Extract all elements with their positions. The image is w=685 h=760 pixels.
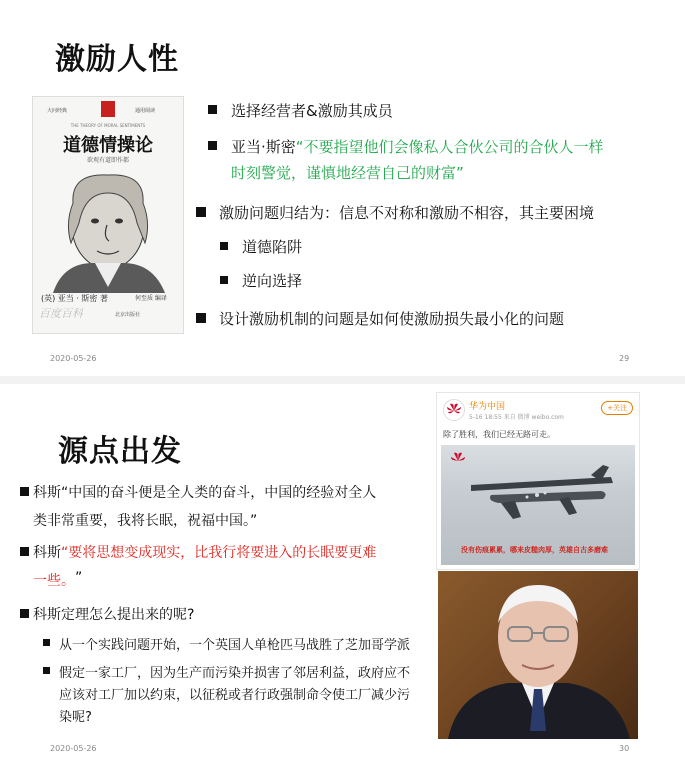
huawei-watermark-icon [449, 451, 467, 465]
bullet-item: 亚当·斯密“不要指望他们会像私人合伙公司的合伙人一样 [208, 136, 604, 157]
book-red-tag [101, 101, 115, 117]
slide-29 [0, 0, 685, 376]
smith-quote-line2: 时刻警觉，谨慎地经营自己的财富” [231, 164, 464, 182]
factory-question-line2: 应该对工厂加以约束，以征税或者行政强制命令使工厂减少污 [59, 688, 411, 703]
sub-bullet-item: 假定一家工厂，因为生产而污染并损害了邻居利益，政府应不 [43, 662, 410, 681]
slide-number: 29 [619, 354, 630, 363]
slide-title: 激励人性 [55, 42, 179, 77]
bullet-item: 科斯“中国的奋斗便是全人类的奋斗，中国的经验对全人 [20, 482, 376, 502]
weibo-post-text: 除了胜利，我们已经无路可走。 [443, 430, 555, 439]
book-english-title: THE THEORY OF MORAL SENTIMENTS [70, 123, 146, 128]
image-caption: 没有伤痕累累，哪来皮糙肉厚，英雄自古多磨难 [461, 546, 608, 554]
square-bullet-icon [196, 313, 206, 323]
square-bullet-icon [196, 207, 206, 217]
square-bullet-icon [43, 667, 50, 674]
watermark: 百度百科 [39, 307, 83, 320]
slide-divider [0, 376, 685, 384]
book-translator: 何至质 编译 [135, 295, 167, 302]
slide-date: 2020-05-26 [50, 354, 97, 363]
factory-question-line3: 染呢? [59, 710, 92, 725]
slide-30 [0, 384, 685, 760]
ronald-coase-photo [438, 571, 638, 739]
sub-bullet-item: 逆向选择 [220, 270, 302, 291]
huawei-logo-icon [443, 399, 465, 421]
coase-quote2-line2: 一些。 ” [33, 570, 83, 589]
bullet-item: 选择经营者&激励其成员 [208, 100, 393, 121]
bullet-item: 激励问题归结为：信息不对称和激励不相容，其主要困境 [196, 202, 594, 223]
sub-bullet-item: 道德陷阱 [220, 236, 302, 257]
book-series-label: 大问经典 [47, 108, 68, 114]
book-series-label-right: 通用阅读 [135, 108, 156, 114]
coase-quote-line2: 类非常重要，我将长眠，祝福中国。” [33, 513, 258, 529]
slide-date: 2020-05-26 [50, 744, 97, 753]
bullet-item: 设计激励机制的问题是如何使激励损失最小化的问题 [196, 308, 564, 329]
square-bullet-icon [220, 276, 228, 284]
elderly-man-portrait [438, 571, 638, 739]
square-bullet-icon [43, 639, 50, 646]
bullet-item: 科斯定理怎么提出来的呢? [20, 604, 194, 624]
book-publisher: 北京出版社 [115, 312, 141, 318]
bullet-item: 科斯“要将思想变成现实，比我行将要进入的长眠要更难 [20, 542, 376, 562]
square-bullet-icon [208, 141, 217, 150]
follow-button[interactable]: +关注 [601, 401, 633, 415]
book-title: 道德情操论 [63, 135, 153, 156]
book-author: (英) 亚当 · 斯密 著 [41, 294, 108, 303]
weibo-post-screenshot [436, 392, 640, 570]
adam-smith-engraving [33, 163, 183, 293]
smith-quote-line1: “不要指望他们会像私人合伙公司的合伙人一样 [295, 138, 604, 156]
weibo-post-meta: 5-16 18:55 来自 微博 weibo.com [469, 414, 564, 421]
square-bullet-icon [20, 547, 29, 556]
book-cover-image [32, 96, 184, 334]
square-bullet-icon [220, 242, 228, 250]
book-subtitle: 欲观有道即作都 [86, 157, 129, 164]
square-bullet-icon [208, 105, 217, 114]
slide-number: 30 [619, 744, 630, 753]
sub-bullet-item: 从一个实践问题开始，一个英国人单枪匹马战胜了芝加哥学派 [43, 634, 410, 653]
weibo-account-name: 华为中国 [469, 402, 506, 412]
slide-title: 源点出发 [58, 434, 182, 469]
square-bullet-icon [20, 487, 29, 496]
square-bullet-icon [20, 609, 29, 618]
